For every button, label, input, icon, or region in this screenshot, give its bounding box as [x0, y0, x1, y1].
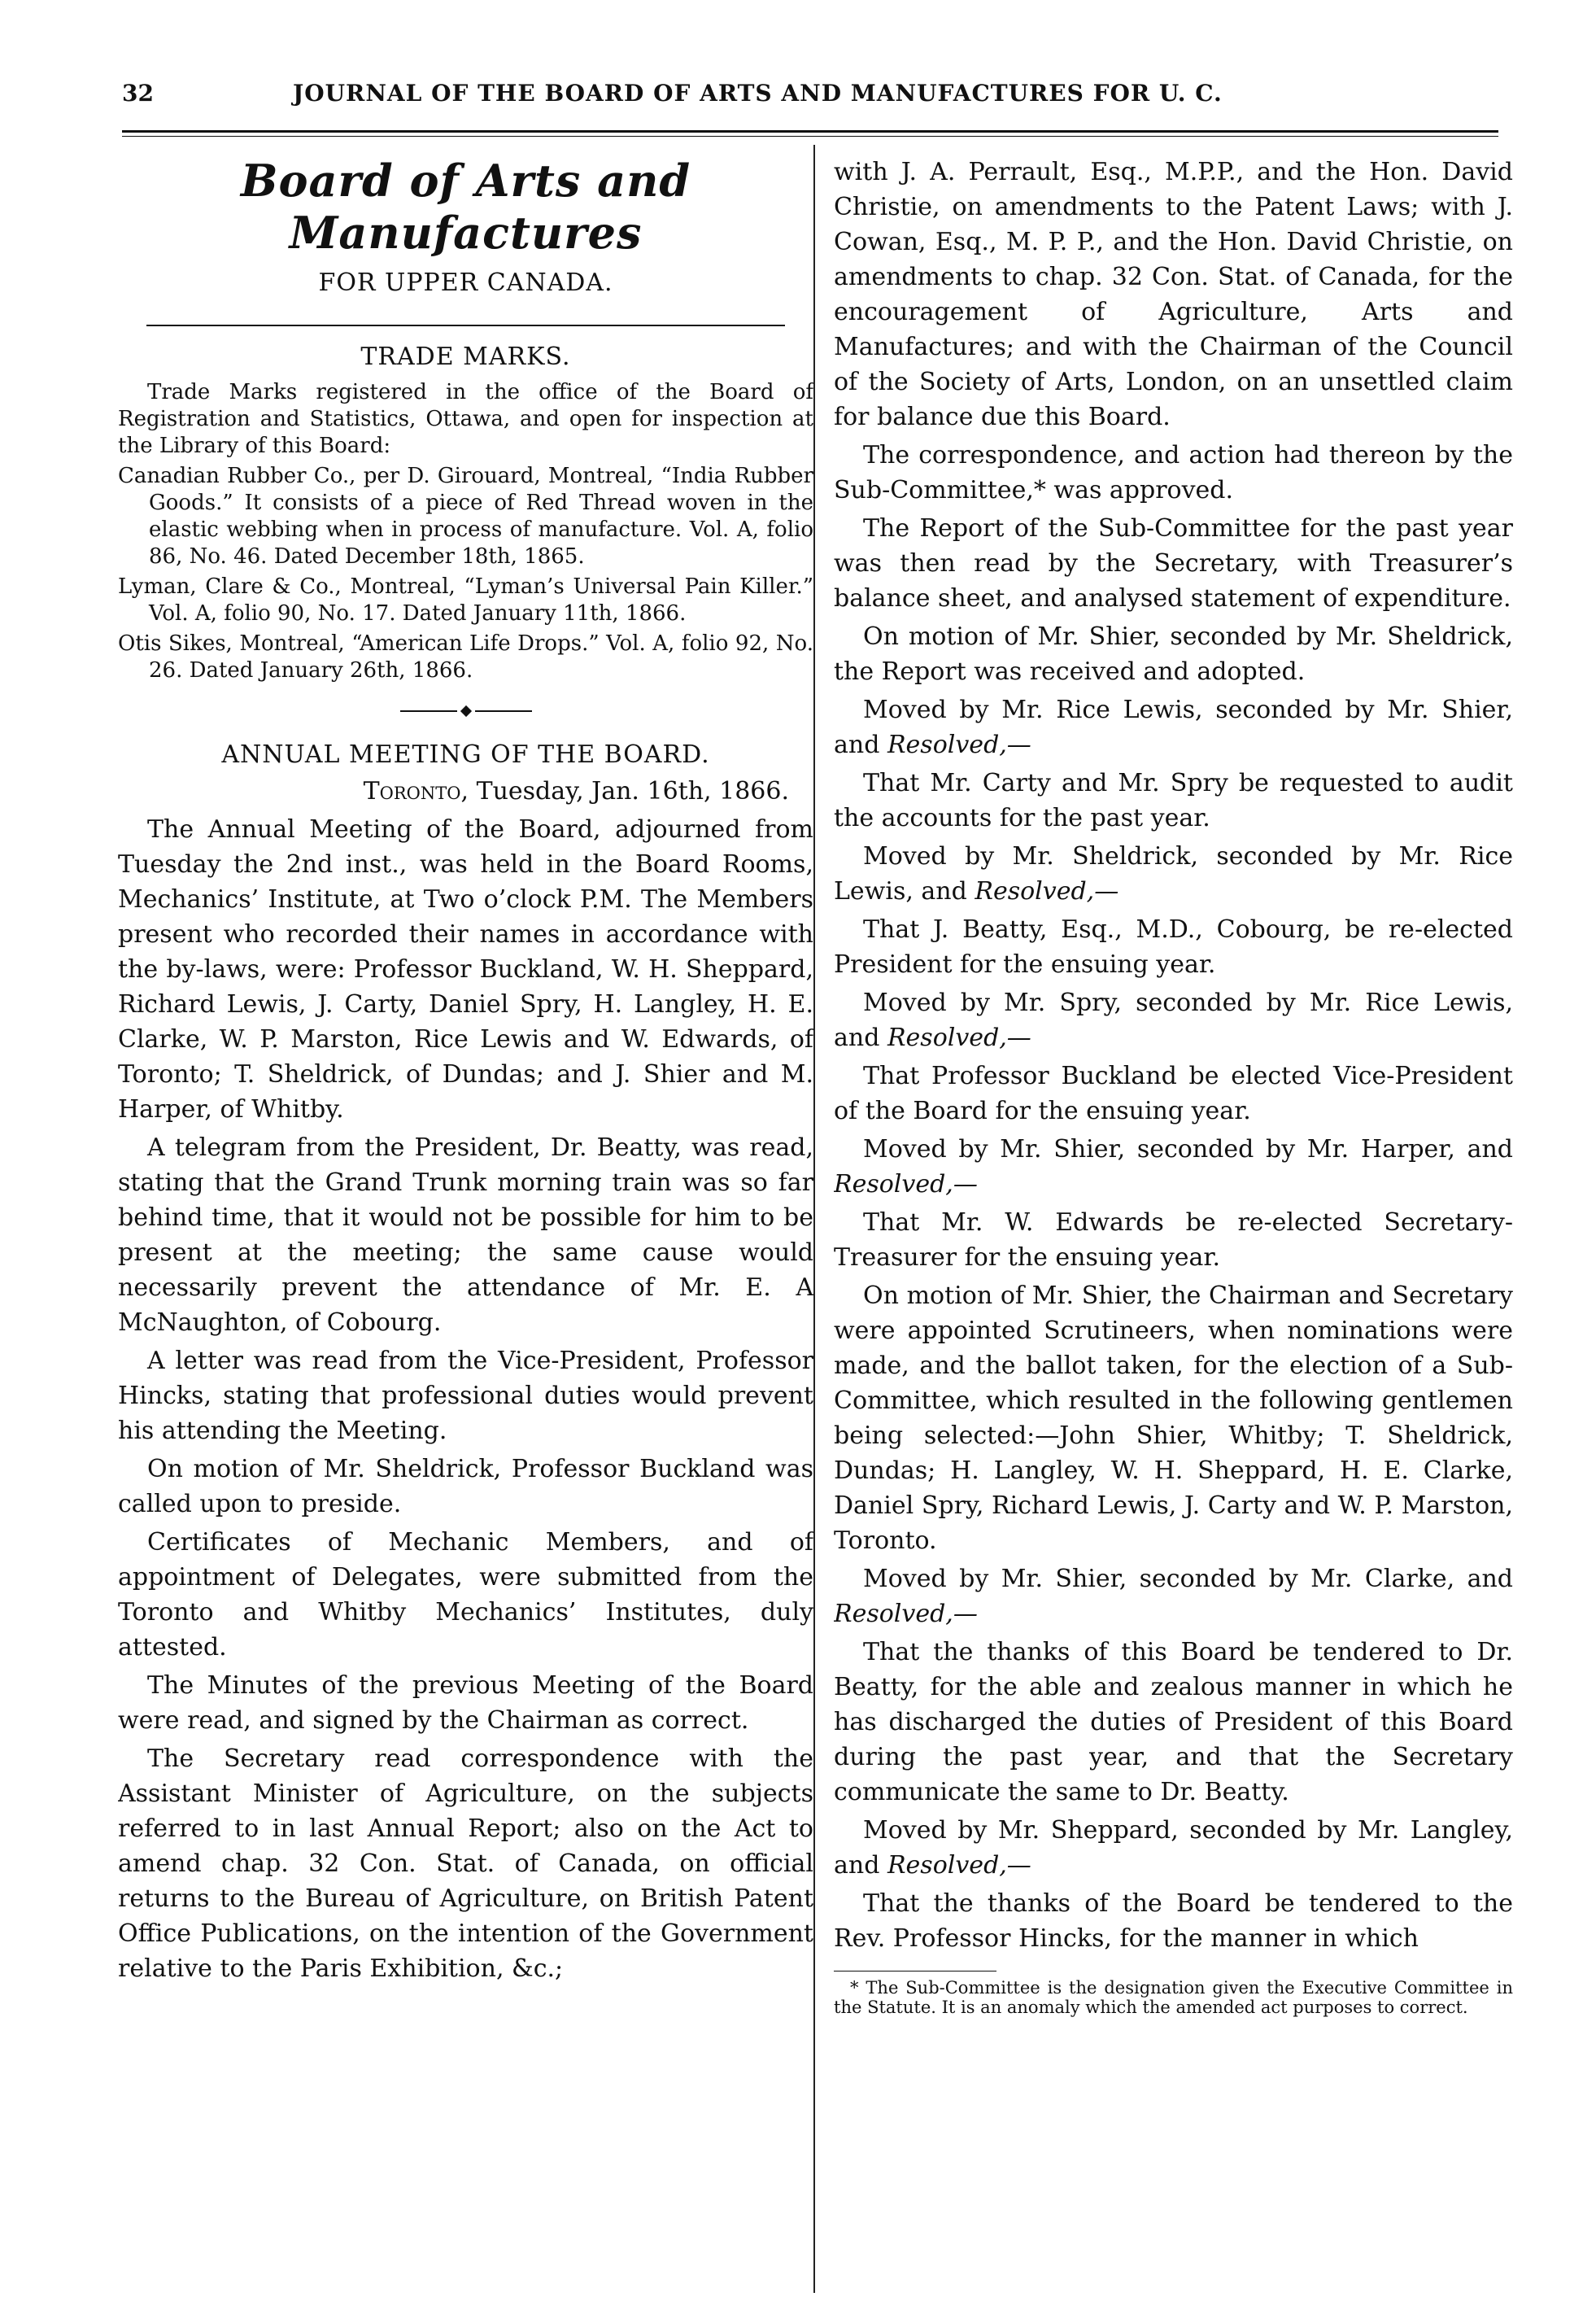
trade-mark-entry: Canadian Rubber Co., per D. Girouard, Montreal, “India Rubber Goods.” It consists of a piece of Red Thread woven in the elastic webbing when in process of manufacture. Vol. A, folio 86, No. 46. Dated December 18th, 1865. [118, 464, 813, 569]
paragraph: On motion of Mr. Shier, the Chairman and Secretary were appointed Scrutineers, when nominations were made, and the ballot taken, for the election of a Sub-Committee, which resulted in the following gentlemen being selected:—John Shier, Whitby; T. Sheldrick, Dundas; H. Langley, W. H. Sheppard, H. E. Clarke, Daniel Spry, Richard Lewis, J. Carty and W. P. Marston, Toronto. [834, 1282, 1513, 1555]
resolved-word: Resolved,— [834, 1170, 978, 1199]
ornament-divider [118, 701, 813, 721]
resolution: That the thanks of the Board be tendered to the Rev. Professor Hincks, for the manner in which [834, 1889, 1513, 1953]
left-column [118, 155, 813, 2290]
paragraph: On motion of Mr. Sheldrick, Professor Buckland was called upon to preside. [118, 1455, 813, 1518]
paragraph: The Secretary read correspondence with the Assistant Minister of Agriculture, on the subjects referred to in last Annual Report; also on the Act to amend chap. 32 Con. Stat. of Canada, on official returns to the Bureau of Agriculture, on British Patent Office Publications, on the intention of the Government relative to the Paris Exhibition, &c.; [118, 1744, 813, 1983]
resolution: That Mr. Carty and Mr. Spry be requested to audit the accounts for the past year. [834, 769, 1513, 832]
motion-text: Moved by Mr. Sheppard, seconded by Mr. Langley, and [834, 1816, 1513, 1880]
trade-marks-heading: TRADE MARKS. [360, 343, 571, 371]
motion-text: Moved by Mr. Spry, seconded by Mr. Rice Lewis, and [834, 989, 1513, 1052]
resolved-word: Resolved,— [834, 1600, 978, 1628]
motion-text: Moved by Mr. Shier, seconded by Mr. Clarke, and [863, 1565, 1513, 1593]
motion-text: Moved by Mr. Sheldrick, seconded by Mr. Rice Lewis, and [834, 842, 1513, 906]
paragraph: A telegram from the President, Dr. Beatty, was read, stating that the Grand Trunk morning train was so far behind time, that it would not be possible for him to be present at the meeting; the same cause would necessarily prevent the attendance of Mr. E. A McNaughton, of Cobourg. [118, 1133, 813, 1337]
paragraph: The Report of the Sub-Committee for the past year was then read by the Secretary, with Treasurer’s balance sheet, and analysed statement of expenditure. [834, 514, 1513, 613]
paragraph: with J. A. Perrault, Esq., M.P.P., and the Hon. David Christie, on amendments to the Patent Laws; with J. Cowan, Esq., M. P. P., and the Hon. David Christie, on amendments to chap. 32 Con. Stat. of Canada, for the encouragement of Agriculture, Arts and Manufactures; and with the Chairman of the Council of the Society of Arts, London, on an unsettled claim for balance due this Board. [834, 158, 1513, 431]
dateline-date: Tuesday, Jan. 16th, 1866. [476, 777, 789, 806]
resolution: That Professor Buckland be elected Vice-President of the Board for the ensuing year. [834, 1062, 1513, 1125]
paragraph: The Minutes of the previous Meeting of the Board were read, and signed by the Chairman as correct. [118, 1671, 813, 1735]
motion [834, 985, 1513, 1055]
trade-mark-entry: Otis Sikes, Montreal, “American Life Drops.” Vol. A, folio 92, No. 26. Dated January 26th, 1866. [118, 631, 813, 683]
annual-meeting-heading: ANNUAL MEETING OF THE BOARD. [221, 740, 710, 769]
column-divider [813, 145, 815, 2293]
paragraph: A letter was read from the Vice-President, Professor Hincks, stating that professional duties would prevent his attending the Meeting. [118, 1347, 813, 1445]
header-rule [122, 130, 1498, 133]
dateline-place: Toronto, [363, 777, 469, 806]
motion [834, 692, 1513, 762]
footnote: * The Sub-Committee is the designation given the Executive Committee in the Statute. It is an anomaly which the amended act purposes to correct. [834, 1978, 1513, 2017]
motion-text: Moved by Mr. Rice Lewis, seconded by Mr. Shier, and [834, 696, 1513, 759]
masthead-title: Board of Arts and Manufactures [240, 155, 691, 259]
paragraph: On motion of Mr. Shier, seconded by Mr. Sheldrick, the Report was received and adopted. [834, 622, 1513, 686]
trade-mark-entry: Lyman, Clare & Co., Montreal, “Lyman’s Universal Pain Killer.” Vol. A, folio 90, No. 17. Dated January 11th, 1866. [118, 574, 813, 626]
motion [834, 1561, 1513, 1631]
resolution: That J. Beatty, Esq., M.D., Cobourg, be re-elected President for the ensuing year. [834, 915, 1513, 979]
resolved-word: Resolved,— [887, 1024, 1031, 1052]
resolution: That the thanks of this Board be tendered to Dr. Beatty, for the able and zealous manner in which he has discharged the duties of President of this Board during the past year, and that the Secretary communicate the same to Dr. Beatty. [834, 1638, 1513, 1806]
motion [834, 1813, 1513, 1883]
motion-text: Moved by Mr. Shier, seconded by Mr. Harper, and [863, 1135, 1513, 1164]
trade-marks-intro: Trade Marks registered in the office of the Board of Registration and Statistics, Ottawa, and open for inspection at the Library of this Board: [118, 380, 813, 458]
paragraph: The correspondence, and action had thereon by the Sub-Committee,* was approved. [834, 441, 1513, 504]
right-column [834, 155, 1513, 2290]
journal-title: JOURNAL OF THE BOARD OF ARTS AND MANUFACTURES FOR U. C. [293, 80, 1223, 107]
section-rule [146, 325, 785, 326]
paragraph: The Annual Meeting of the Board, adjourned from Tuesday the 2nd inst., was held in the Board Rooms, Mechanics’ Institute, at Two o’clock P.M. The Members present who recorded their names in accordance with the by-laws, were: Professor Buckland, W. H. Sheppard, Richard Lewis, J. Carty, Daniel Spry, H. Langley, H. E. Clarke, W. P. Marston, Rice Lewis and W. Edwards, of Toronto; T. Sheldrick, of Dundas; and J. Shier and M. Harper, of Whitby. [118, 815, 813, 1124]
dateline [118, 777, 789, 806]
running-head [122, 80, 1498, 120]
header-rule-thin [122, 136, 1498, 137]
masthead-subtitle: FOR UPPER CANADA. [318, 269, 613, 297]
paragraph: Certificates of Mechanic Members, and of appointment of Delegates, were submitted from the Toronto and Whitby Mechanics’ Institutes, duly attested. [118, 1528, 813, 1661]
resolved-word: Resolved,— [887, 1851, 1031, 1880]
resolution: That Mr. W. Edwards be re-elected Secretary-Treasurer for the ensuing year. [834, 1208, 1513, 1272]
motion [834, 839, 1513, 909]
resolved-word: Resolved,— [975, 877, 1119, 906]
motion [834, 1132, 1513, 1202]
resolved-word: Resolved,— [887, 731, 1031, 759]
page-number: 32 [122, 80, 154, 107]
